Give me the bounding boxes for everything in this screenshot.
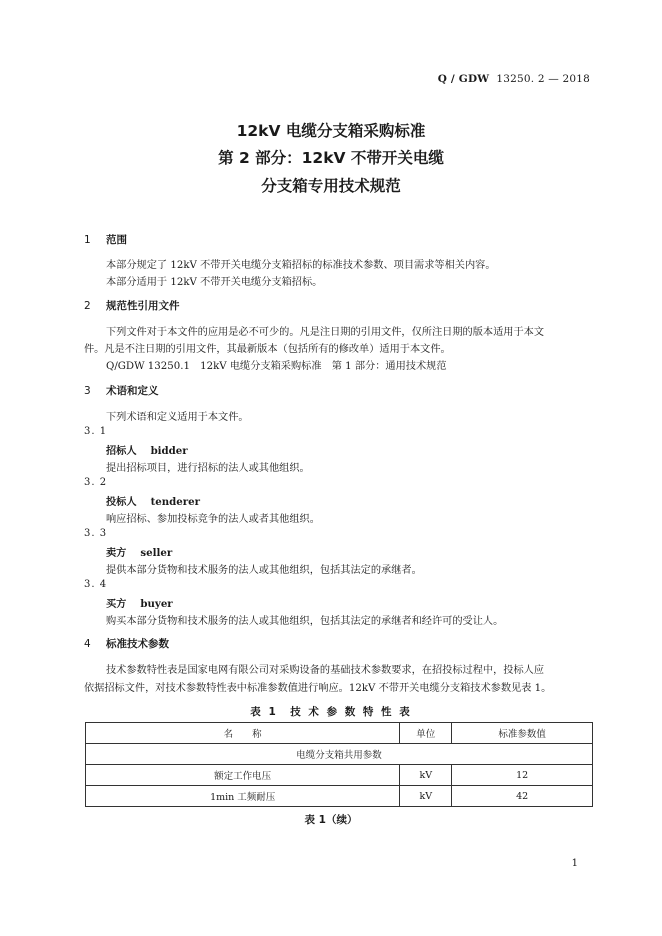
document-code-number: 13250. 2 — 2018 — [496, 73, 590, 85]
definition-term-zh: 卖方 — [106, 548, 127, 559]
section-3-number: 3 — [84, 385, 91, 397]
definition-term — [106, 442, 188, 457]
section-2-reference: Q/GDW 13250.1 12kV 电缆分支箱采购标准 第 1 部分：通用技术规范 — [106, 361, 447, 372]
group-label: 电缆分支箱共用参数 — [86, 744, 593, 765]
definition-term-zh: 买方 — [106, 599, 127, 610]
section-1-title: 范围 — [106, 234, 127, 246]
page-number: 1 — [571, 858, 578, 869]
definition-number: 3. 1 — [84, 426, 108, 437]
document-code-prefix: Q / GDW — [437, 73, 490, 85]
section-3-heading — [84, 383, 159, 398]
table-group-row — [86, 744, 593, 765]
definition-term — [106, 493, 200, 508]
section-4-paragraph-line-2: 依据招标文件，对技术参数特性表中标准参数值进行响应。12kV 不带开关电缆分支箱技术参数见表 1。 — [84, 683, 552, 694]
definition-description: 提供本部分货物和技术服务的法人或其他组织，包括其法定的承继者。 — [106, 565, 422, 576]
header-name: 名 称 — [86, 723, 400, 744]
table-continued-caption: 表 1（续） — [304, 814, 358, 826]
definition-term — [106, 544, 172, 559]
definition-number: 3. 4 — [84, 579, 108, 590]
section-2-heading — [84, 298, 180, 313]
section-1-paragraph-2: 本部分适用于 12kV 不带开关电缆分支箱招标。 — [106, 277, 323, 288]
definition-number: 3. 2 — [84, 477, 108, 488]
definition-description: 购买本部分货物和技术服务的法人或其他组织，包括其法定的承继者和经许可的受让人。 — [106, 616, 504, 627]
section-1-heading — [84, 232, 127, 247]
table-header-row — [86, 723, 593, 744]
table-row — [86, 765, 593, 786]
table-row — [86, 786, 593, 807]
cell-value: 12 — [452, 765, 593, 786]
cell-name: 1min 工频耐压 — [86, 786, 400, 807]
title-line-2: 第 2 部分：12kV 不带开关电缆 — [218, 149, 444, 167]
title-line-3: 分支箱专用技术规范 — [261, 177, 401, 195]
definition-term — [106, 595, 173, 610]
technical-parameter-table — [85, 722, 593, 807]
cell-value: 42 — [452, 786, 593, 807]
section-2-paragraph-line-2: 件。凡是不注日期的引用文件，其最新版本（包括所有的修改单）适用于本文件。 — [84, 344, 451, 355]
definition-description: 响应招标、参加投标竞争的法人或者其他组织。 — [106, 514, 320, 525]
header-unit: 单位 — [400, 723, 452, 744]
section-2-number: 2 — [84, 300, 91, 312]
definition-term-en: bidder — [150, 445, 188, 457]
cell-name: 额定工作电压 — [86, 765, 400, 786]
definition-description: 提出招标项目，进行招标的法人或其他组织。 — [106, 463, 310, 474]
title-line-1: 12kV 电缆分支箱采购标准 — [236, 122, 426, 140]
section-2-paragraph-line-1: 下列文件对于本文件的应用是必不可少的。凡是注日期的引用文件，仅所注日期的版本适用于本文 — [106, 327, 545, 338]
section-4-heading — [84, 636, 169, 651]
section-2-title: 规范性引用文件 — [106, 300, 180, 312]
section-3-title: 术语和定义 — [106, 385, 159, 397]
section-4-number: 4 — [84, 638, 91, 650]
section-3-intro: 下列术语和定义适用于本文件。 — [106, 412, 249, 423]
definition-term-en: buyer — [140, 598, 173, 610]
section-4-paragraph-line-1: 技术参数特性表是国家电网有限公司对采购设备的基础技术参数要求，在招投标过程中，投标人应 — [106, 665, 545, 676]
definition-term-zh: 投标人 — [106, 497, 137, 508]
header-value: 标准参数值 — [452, 723, 593, 744]
section-4-title: 标准技术参数 — [106, 638, 169, 650]
cell-unit: kV — [400, 786, 452, 807]
table-caption: 表 1 技 术 参 数 特 性 表 — [250, 706, 412, 718]
section-1-paragraph-1: 本部分规定了 12kV 不带开关电缆分支箱招标的标准技术参数、项目需求等相关内容。 — [106, 260, 496, 271]
section-1-number: 1 — [84, 234, 91, 246]
definition-number: 3. 3 — [84, 528, 108, 539]
document-code — [438, 73, 590, 85]
definition-term-en: tenderer — [150, 496, 200, 508]
definition-term-en: seller — [140, 547, 173, 559]
definition-term-zh: 招标人 — [106, 446, 137, 457]
cell-unit: kV — [400, 765, 452, 786]
